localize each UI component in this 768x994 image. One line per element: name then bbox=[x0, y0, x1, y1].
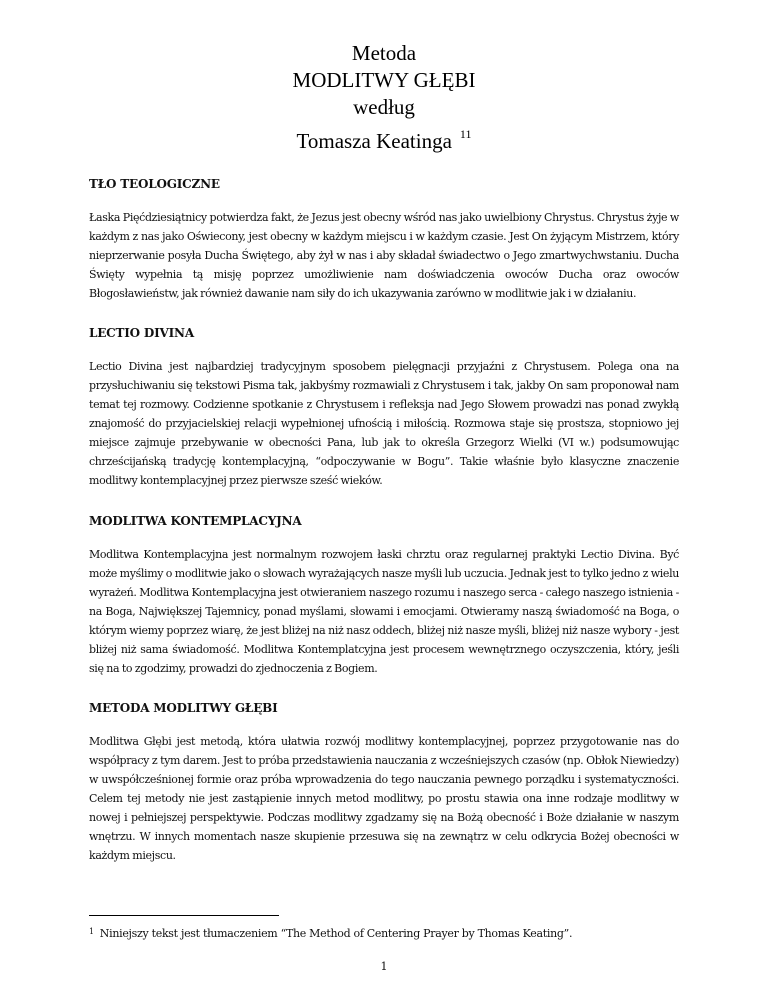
section-heading: LECTIO DIVINA bbox=[89, 326, 194, 340]
title-author: Tomasza Keatinga bbox=[296, 129, 452, 153]
page-number: 1 bbox=[380, 960, 388, 973]
document-title bbox=[0, 40, 768, 155]
title-footnote-ref: 11 bbox=[459, 127, 472, 141]
title-line-3: według bbox=[353, 95, 415, 119]
footnote-mark: 1 bbox=[89, 927, 94, 936]
section-heading: METODA MODLITWY GŁĘBI bbox=[89, 701, 278, 715]
title-line-2: MODLITWY GŁĘBI bbox=[292, 68, 476, 92]
footnote bbox=[89, 927, 689, 940]
section-contemplative-prayer bbox=[89, 514, 679, 678]
title-line-1: Metoda bbox=[351, 41, 417, 65]
section-paragraph: Łaska Pięćdziesiątnicy potwierdza fakt, że Jezus jest obecny wśród nas jako uwielbiony Chrystus. Chrystus żyje w każdym z nas jako Oświecony, jest obecny w każdym miejscu i w każdym czasie. Jest On żyjącym Mistrzem, który nieprzerwanie posyła Ducha Świętego, aby żył w nas i aby składał świadectwo o Jego zmartwychwstaniu. Ducha Święty wypełnia tą misję poprzez umożliwienie nam doświadczenia owoców Ducha oraz owoców Błogosławieństw, jak również dawanie nam siły do ich ukazywania zarówno w modlitwie jak i w działaniu. bbox=[89, 211, 679, 300]
section-heading: TŁO TEOLOGICZNE bbox=[89, 177, 220, 191]
footnote-divider bbox=[89, 915, 279, 916]
section-heading: MODLITWA KONTEMPLACYJNA bbox=[89, 514, 302, 528]
section-centering-prayer-method bbox=[89, 701, 679, 865]
section-theological-background bbox=[89, 177, 679, 303]
section-lectio-divina bbox=[89, 326, 679, 490]
section-paragraph: Modlitwa Kontemplacyjna jest normalnym rozwojem łaski chrztu oraz regularnej praktyki Lectio Divina. Być może myślimy o modlitwie jako o słowach wyrażających nasze myśli lub uczucia. Jednak jest to tylko jedno z wielu wyrażeń. Modlitwa Kontemplacyjna jest otwieraniem naszego rozumu i naszego serca - całego naszego istnienia - na Boga, Największej Tajemnicy, ponad myślami, słowami i emocjami. Otwieramy naszą świadomość na Boga, o którym wiemy poprzez wiarę, że jest bliżej na niż nasz oddech, bliżej niż nasze myśli, bliżej niż nasze wybory - jest bliżej niż sama świadomość. Modlitwa Kontemplatcyjna jest procesem wewnętrznego oczyszczenia, który, jeśli się na to zgodzimy, prowadzi do zjednoczenia z Bogiem. bbox=[89, 548, 679, 675]
footnote-text: Niniejszy tekst jest tłumaczeniem “The Method of Centering Prayer by Thomas Keating”. bbox=[99, 927, 573, 940]
title-line-4 bbox=[0, 121, 768, 155]
section-paragraph: Lectio Divina jest najbardziej tradycyjnym sposobem pielęgnacji przyjaźni z Chrystusem. Polega ona na przysłuchiwaniu się tekstowi Pisma tak, jakbyśmy rozmawiali z Chrystusem i tak, jakby On sam proponował nam temat tej rozmowy. Codzienne spotkanie z Chrystusem i refleksja nad Jego Słowem prowadzi nas ponad zwykłą znajomość do przyjacielskiej relacji wypełnionej ufnością i miłością. Rozmowa staje się prostsza, stopniowo jej miejsce zajmuje przebywanie w obecności Pana, lub jak to określa Grzegorz Wielki (VI w.) podsumowując chrześcijańską tradycję kontemplacyjną, “odpoczywanie w Bogu”. Takie właśnie było klasyczne znaczenie modlitwy kontemplacyjnej przez pierwsze sześć wieków. bbox=[89, 360, 679, 487]
section-paragraph: Modlitwa Głębi jest metodą, która ułatwia rozwój modlitwy kontemplacyjnej, poprzez przygotowanie nas do współpracy z tym darem. Jest to próba przedstawienia nauczania z wcześniejszych czasów (np. Obłok Niewiedzy) w uwspółcześnionej formie oraz próba wprowadzenia do tego nauczania pewnego porządku i systematyczności. Celem tej metody nie jest zastąpienie innych metod modlitwy, po prostu stawia ona inne rodzaje modlitwy w nowej i pełniejszej perspektywie. Podczas modlitwy zgadzamy się na Bożą obecność i Boże działanie w naszym wnętrzu. W innych momentach nasze skupienie przesuwa się na zewnątrz w celu odkrycia Bożej obecności w każdym miejscu. bbox=[89, 735, 679, 862]
